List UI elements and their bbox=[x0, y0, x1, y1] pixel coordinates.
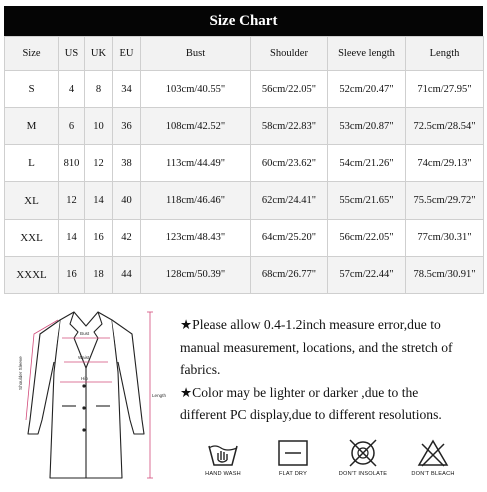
table-cell: 78.5cm/30.91" bbox=[406, 256, 484, 293]
flat-dry-icon bbox=[276, 438, 310, 468]
table-cell: 71cm/27.95" bbox=[406, 71, 484, 108]
table-cell: 12 bbox=[59, 182, 85, 219]
table-cell: 42 bbox=[113, 219, 141, 256]
table-cell: 108cm/42.52" bbox=[141, 108, 251, 145]
notes-block bbox=[180, 314, 485, 427]
table-cell: 18 bbox=[85, 256, 113, 293]
table-cell: 55cm/21.65" bbox=[328, 182, 406, 219]
table-cell: 57cm/22.44" bbox=[328, 256, 406, 293]
table-cell: 68cm/26.77" bbox=[251, 256, 328, 293]
table-cell: S bbox=[5, 71, 59, 108]
table-cell: 52cm/20.47" bbox=[328, 71, 406, 108]
table-cell: XXXL bbox=[5, 256, 59, 293]
note-line: fabrics. bbox=[180, 362, 221, 378]
table-row bbox=[5, 182, 484, 219]
table-cell: 16 bbox=[59, 256, 85, 293]
table-cell: 16 bbox=[85, 219, 113, 256]
table-cell: 62cm/24.41" bbox=[251, 182, 328, 219]
care-label: DON'T BLEACH bbox=[411, 471, 455, 477]
care-hand-wash bbox=[188, 438, 258, 477]
table-cell: 123cm/48.43" bbox=[141, 219, 251, 256]
care-label: FLAT DRY bbox=[278, 471, 308, 477]
table-row bbox=[5, 108, 484, 145]
table-cell: 12 bbox=[85, 145, 113, 182]
table-row bbox=[5, 256, 484, 293]
table-cell: 56cm/22.05" bbox=[328, 219, 406, 256]
hand-wash-icon bbox=[206, 438, 240, 468]
table-cell: 113cm/44.49" bbox=[141, 145, 251, 182]
table-cell: 53cm/20.87" bbox=[328, 108, 406, 145]
waist-label: Waist bbox=[78, 355, 90, 360]
table-cell: 58cm/22.83" bbox=[251, 108, 328, 145]
table-cell: 8 bbox=[85, 71, 113, 108]
care-label: DON'T INSOLATE bbox=[338, 471, 388, 477]
table-header-row bbox=[5, 37, 484, 71]
length-label: Length bbox=[152, 393, 167, 398]
column-header: US bbox=[59, 37, 85, 71]
column-header: Shoulder bbox=[251, 37, 328, 71]
table-cell: 60cm/23.62" bbox=[251, 145, 328, 182]
table-cell: 14 bbox=[85, 182, 113, 219]
column-header: UK bbox=[85, 37, 113, 71]
table-cell: 118cm/46.46" bbox=[141, 182, 251, 219]
note-line: different PC display,due to different resolutions. bbox=[180, 407, 442, 423]
table-cell: XL bbox=[5, 182, 59, 219]
dont-insolate-icon bbox=[346, 438, 380, 468]
note-line: ★Color may be lighter or darker ,due to the bbox=[180, 384, 419, 400]
table-cell: 38 bbox=[113, 145, 141, 182]
table-cell: 34 bbox=[113, 71, 141, 108]
table-row bbox=[5, 145, 484, 182]
bust-label: Bust bbox=[80, 331, 90, 336]
coat-measurement-diagram bbox=[8, 302, 168, 487]
table-cell: 77cm/30.31" bbox=[406, 219, 484, 256]
table-cell: 72.5cm/28.54" bbox=[406, 108, 484, 145]
table-cell: 14 bbox=[59, 219, 85, 256]
note-line: manual measurement, locations, and the stretch of bbox=[180, 339, 453, 355]
dont-bleach-icon bbox=[416, 438, 450, 468]
table-cell: 54cm/21.26" bbox=[328, 145, 406, 182]
table-cell: 128cm/50.39" bbox=[141, 256, 251, 293]
table-cell: 75.5cm/29.72" bbox=[406, 182, 484, 219]
table-cell: XXL bbox=[5, 219, 59, 256]
table-cell: 103cm/40.55" bbox=[141, 71, 251, 108]
table-row bbox=[5, 219, 484, 256]
size-chart-table bbox=[4, 36, 484, 294]
column-header: Length bbox=[406, 37, 484, 71]
care-dont-insolate bbox=[328, 438, 398, 477]
table-cell: 810 bbox=[59, 145, 85, 182]
table-cell: 64cm/25.20" bbox=[251, 219, 328, 256]
table-cell: 4 bbox=[59, 71, 85, 108]
care-dont-bleach bbox=[398, 438, 468, 477]
table-cell: 36 bbox=[113, 108, 141, 145]
table-cell: 56cm/22.05" bbox=[251, 71, 328, 108]
table-cell: 74cm/29.13" bbox=[406, 145, 484, 182]
column-header: EU bbox=[113, 37, 141, 71]
table-cell: M bbox=[5, 108, 59, 145]
table-cell: 6 bbox=[59, 108, 85, 145]
shoulder-sleeve-label: Shoulder Sleeve bbox=[18, 356, 23, 390]
table-cell: 10 bbox=[85, 108, 113, 145]
column-header: Bust bbox=[141, 37, 251, 71]
care-label: HAND WASH bbox=[205, 471, 241, 477]
table-cell: 40 bbox=[113, 182, 141, 219]
care-flat-dry bbox=[258, 438, 328, 477]
note-line: ★Please allow 0.4-1.2inch measure error,due to bbox=[180, 317, 441, 332]
table-cell: L bbox=[5, 145, 59, 182]
column-header: Size bbox=[5, 37, 59, 71]
table-row bbox=[5, 71, 484, 108]
size-chart-title: Size Chart bbox=[4, 6, 483, 36]
table-cell: 44 bbox=[113, 256, 141, 293]
hip-label: Hip bbox=[81, 376, 88, 381]
column-header: Sleeve length bbox=[328, 37, 406, 71]
